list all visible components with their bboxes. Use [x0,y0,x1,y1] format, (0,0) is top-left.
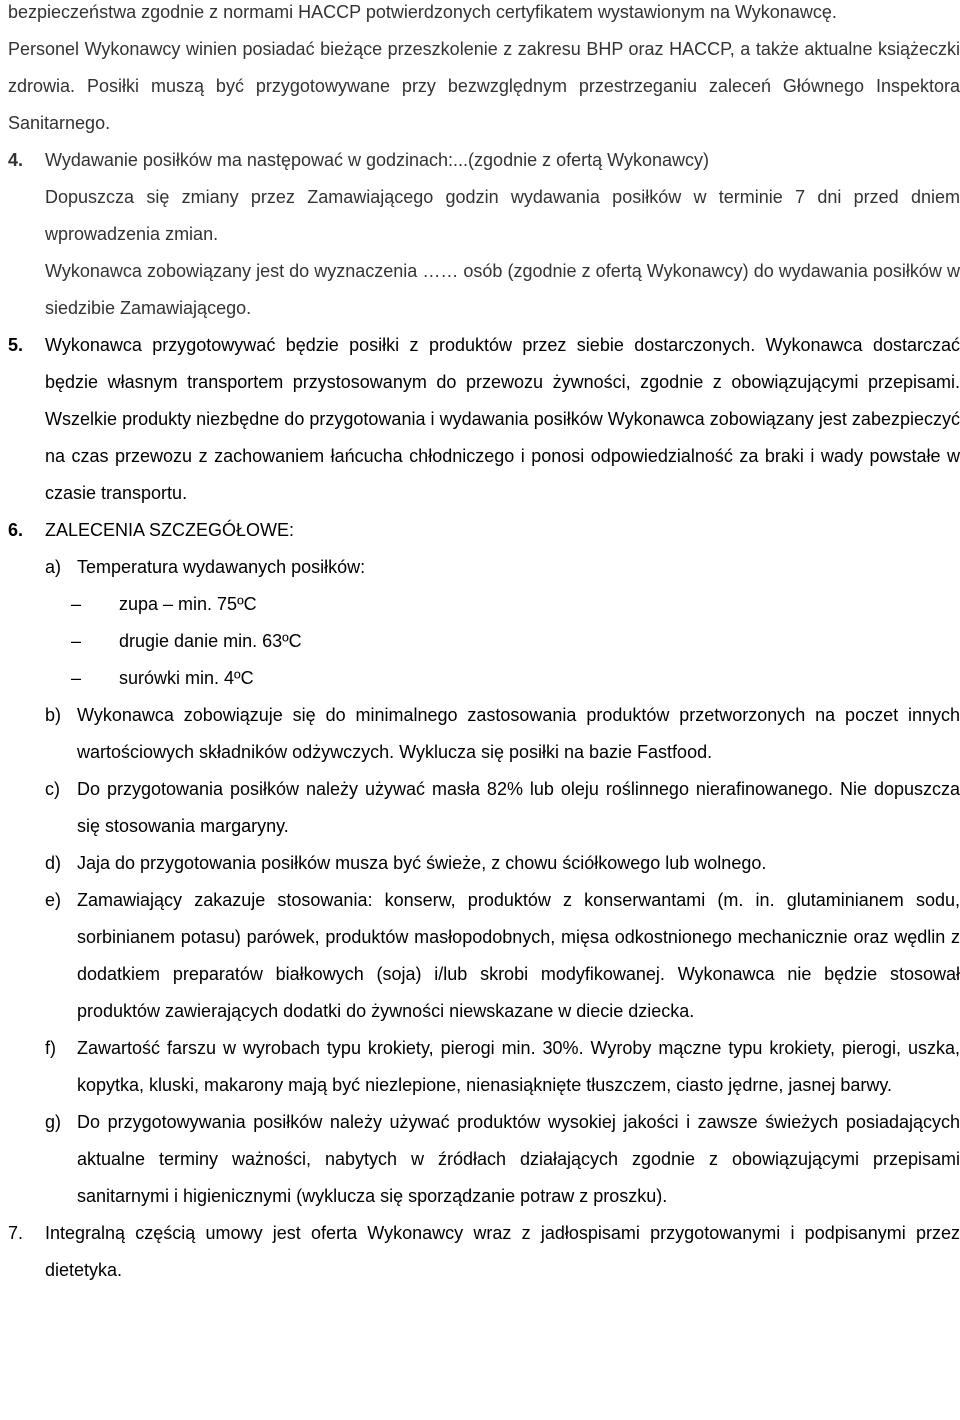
section-5-text: Wykonawca przygotowywać będzie posiłki z produktów przez siebie dostarczonych. Wykonawca dostarczać będzie własnym transportem przystosowanym do przewozu żywności, zgodnie z obowiązującymi przepisami. Wszelkie produkty niezbędne do przygotowania i wydawania posiłków Wykonawca zobowiązany jest zabezpieczyć na czas przewozu z zachowaniem łańcucha chłodniczego i ponosi odpowiedzialność za braki i wady powstałe w czasie transportu. [45,335,960,503]
section-5 [8,327,960,512]
item-letter: e) [45,890,62,910]
section-7 [8,1215,960,1289]
item-letter: g) [45,1112,62,1132]
item-letter: c) [45,779,60,799]
temperature-item [8,586,960,623]
item-f-text: Zawartość farszu w wyrobach typu krokiety, pierogi min. 30%. Wyroby mączne typu krokiety, pierogi, uszka, kopytka, kluski, makarony mają być niezlepione, nienasiąknięte tłuszczem, ciasto jędrne, jasnej barwy. [77,1038,960,1095]
section-4 [8,142,960,327]
item-g [8,1104,960,1215]
dash-bullet: – [71,594,82,614]
intro-paragraph-2: Personel Wykonawcy winien posiadać bieżące przeszkolenie z zakresu BHP oraz HACCP, a także aktualne książeczki zdrowia. Posiłki muszą być przygotowywane przy bezwzględnym przestrzeganiu zaleceń Głównego Inspektora Sanitarnego. [8,39,960,133]
intro-paragraph-1: bezpieczeństwa zgodnie z normami HACCP potwierdzonych certyfikatem wystawionym na Wykonawcę. [8,2,837,22]
section-number: 7. [8,1223,24,1243]
item-letter: f) [45,1038,56,1058]
item-a [8,549,960,586]
temperature-item [8,623,960,660]
temperature-item-text: zupa – min. 75ºC [119,594,257,614]
item-letter: d) [45,853,62,873]
item-b [8,697,960,771]
section-number: 5. [8,335,24,355]
section-6 [8,512,960,549]
temperature-item-text: surówki min. 4ºC [119,668,254,688]
dash-bullet: – [71,668,82,688]
item-letter: b) [45,705,62,725]
item-c [8,771,960,845]
item-b-text: Wykonawca zobowiązuje się do minimalnego zastosowania produktów przetworzonych na poczet innych wartościowych składników odżywczych. Wyklucza się posiłki na bazie Fastfood. [77,705,960,762]
item-g-text: Do przygotowywania posiłków należy używać produktów wysokiej jakości i zawsze świeżych posiadających aktualne terminy ważności, nabytych w źródłach działających zgodnie z obowiązującymi przepisami sanitarnymi i higienicznymi (wyklucza się sporządzanie potraw z proszku). [77,1112,960,1206]
section-number: 6. [8,520,24,540]
section-4-line-1: Wydawanie posiłków ma następować w godzinach:...(zgodnie z ofertą Wykonawcy) [45,150,709,170]
section-number: 4. [8,150,24,170]
section-4-line-3: Wykonawca zobowiązany jest do wyznaczenia …… osób (zgodnie z ofertą Wykonawcy) do wydawania posiłków w siedzibie Zamawiającego. [45,261,960,318]
item-d-text: Jaja do przygotowania posiłków musza być świeże, z chowu ściółkowego lub wolnego. [77,853,767,873]
item-a-text: Temperatura wydawanych posiłków: [77,557,366,577]
temperature-item-text: drugie danie min. 63ºC [119,631,302,651]
item-letter: a) [45,557,62,577]
item-f [8,1030,960,1104]
section-4-line-2: Dopuszcza się zmiany przez Zamawiającego godzin wydawania posiłków w terminie 7 dni przed dniem wprowadzenia zmian. [45,187,960,244]
dash-bullet: – [71,631,82,651]
item-d [8,845,960,882]
item-c-text: Do przygotowania posiłków należy używać masła 82% lub oleju roślinnego nierafinowanego. Nie dopuszcza się stosowania margaryny. [77,779,960,836]
temperature-item [8,660,960,697]
item-e-text: Zamawiający zakazuje stosowania: konserw, produktów z konserwantami (m. in. glutaminianem sodu, sorbinianem potasu) parówek, produktów masłopodobnych, mięsa odkostnionego mechanicznie oraz wędlin z dodatkiem preparatów białkowych (soja) i/lub skrobi modyfikowanej. Wykonawca nie będzie stosował produktów zawierających dodatki do żywności niewskazane w diecie dziecka. [77,890,960,1021]
section-6-title: ZALECENIA SZCZEGÓŁOWE: [45,520,295,540]
item-e [8,882,960,1030]
section-7-text: Integralną częścią umowy jest oferta Wykonawcy wraz z jadłospisami przygotowanymi i podpisanymi przez dietetyka. [45,1223,960,1280]
